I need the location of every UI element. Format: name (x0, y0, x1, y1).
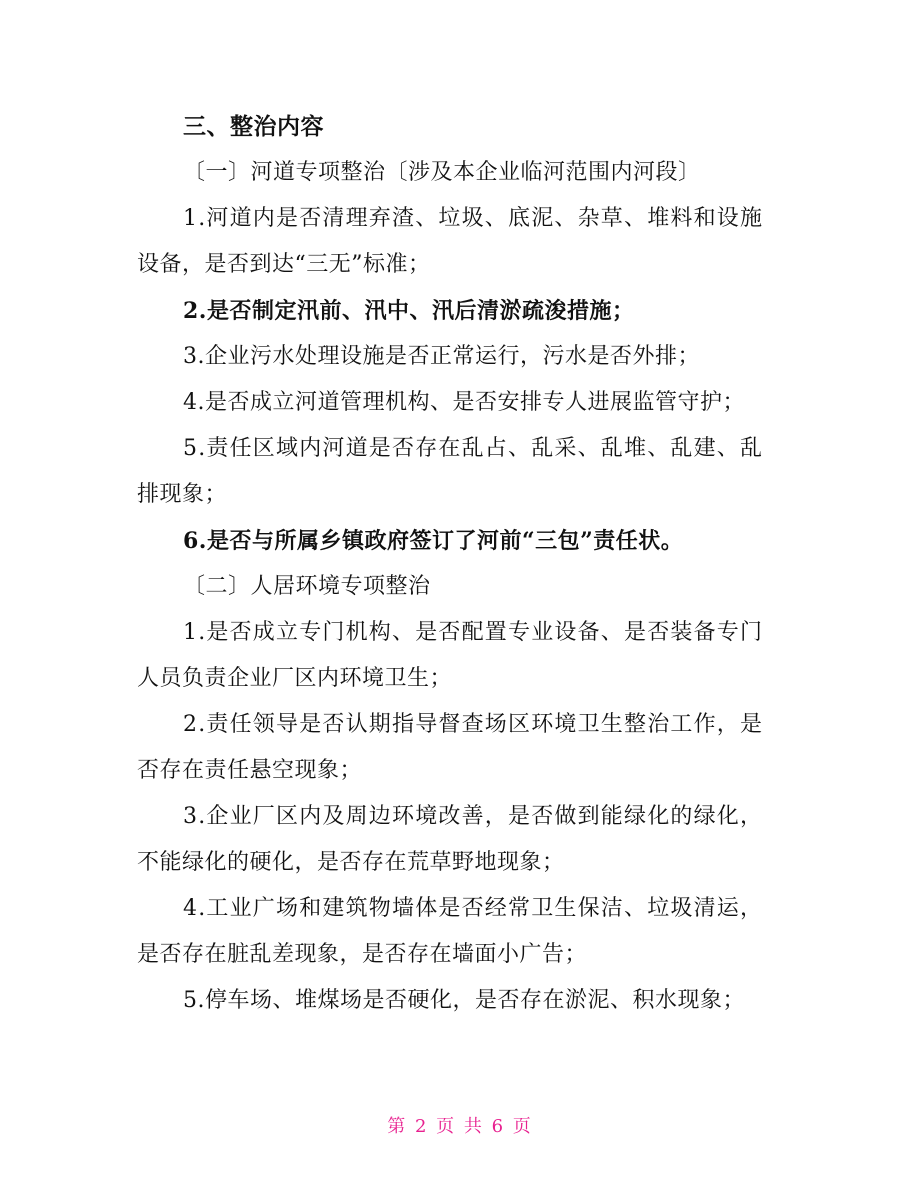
page-number-footer: 第 2 页 共 6 页 (387, 1116, 533, 1137)
paragraph-line: 排现象； (137, 482, 228, 507)
document-body (137, 104, 785, 1024)
paragraph-line: 5.责任区域内河道是否存在乱占、乱采、乱堆、乱建、乱 (183, 436, 764, 461)
paragraph-line-bold: 6.是否与所属乡镇政府签订了河前“三包”责任状。 (183, 528, 684, 554)
paragraph-line: 3.企业厂区内及周边环境改善，是否做到能绿化的绿化， (183, 804, 764, 829)
paragraph-line: 4.是否成立河道管理机构、是否安排专人进展监管守护； (183, 390, 745, 415)
paragraph-line: 设备，是否到达“三无”标准； (137, 252, 431, 277)
paragraph-line: 1.河道内是否清理弃渣、垃圾、底泥、杂草、堆料和设施 (183, 206, 764, 231)
paragraph-line: 否存在责任悬空现象； (137, 758, 363, 783)
paragraph-line: 不能绿化的硬化，是否存在荒草野地现象； (137, 850, 565, 875)
paragraph-line: 5.停车场、堆煤场是否硬化，是否存在淤泥、积水现象； (183, 988, 745, 1013)
paragraph-line: 2.责任领导是否认期指导督查场区环境卫生整治工作，是 (183, 712, 764, 737)
paragraph-line: 1.是否成立专门机构、是否配置专业设备、是否装备专门 (183, 620, 764, 645)
paragraph-line: 人员负责企业厂区内环境卫生； (137, 666, 453, 691)
section-heading: 三、整治内容 (183, 114, 324, 140)
paragraph-line: 是否存在脏乱差现象，是否存在墙面小广告； (137, 942, 588, 967)
subsection-title-river: 〔一〕河道专项整治〔涉及本企业临河范围内河段〕 (183, 160, 701, 185)
subsection-title-living-environment: 〔二〕人居环境专项整治 (183, 574, 431, 599)
paragraph-line: 4.工业广场和建筑物墙体是否经常卫生保洁、垃圾清运， (183, 896, 764, 921)
paragraph-line: 3.企业污水处理设施是否正常运行，污水是否外排； (183, 344, 700, 369)
paragraph-line-bold: 2.是否制定汛前、汛中、汛后清淤疏浚措施； (183, 298, 635, 324)
